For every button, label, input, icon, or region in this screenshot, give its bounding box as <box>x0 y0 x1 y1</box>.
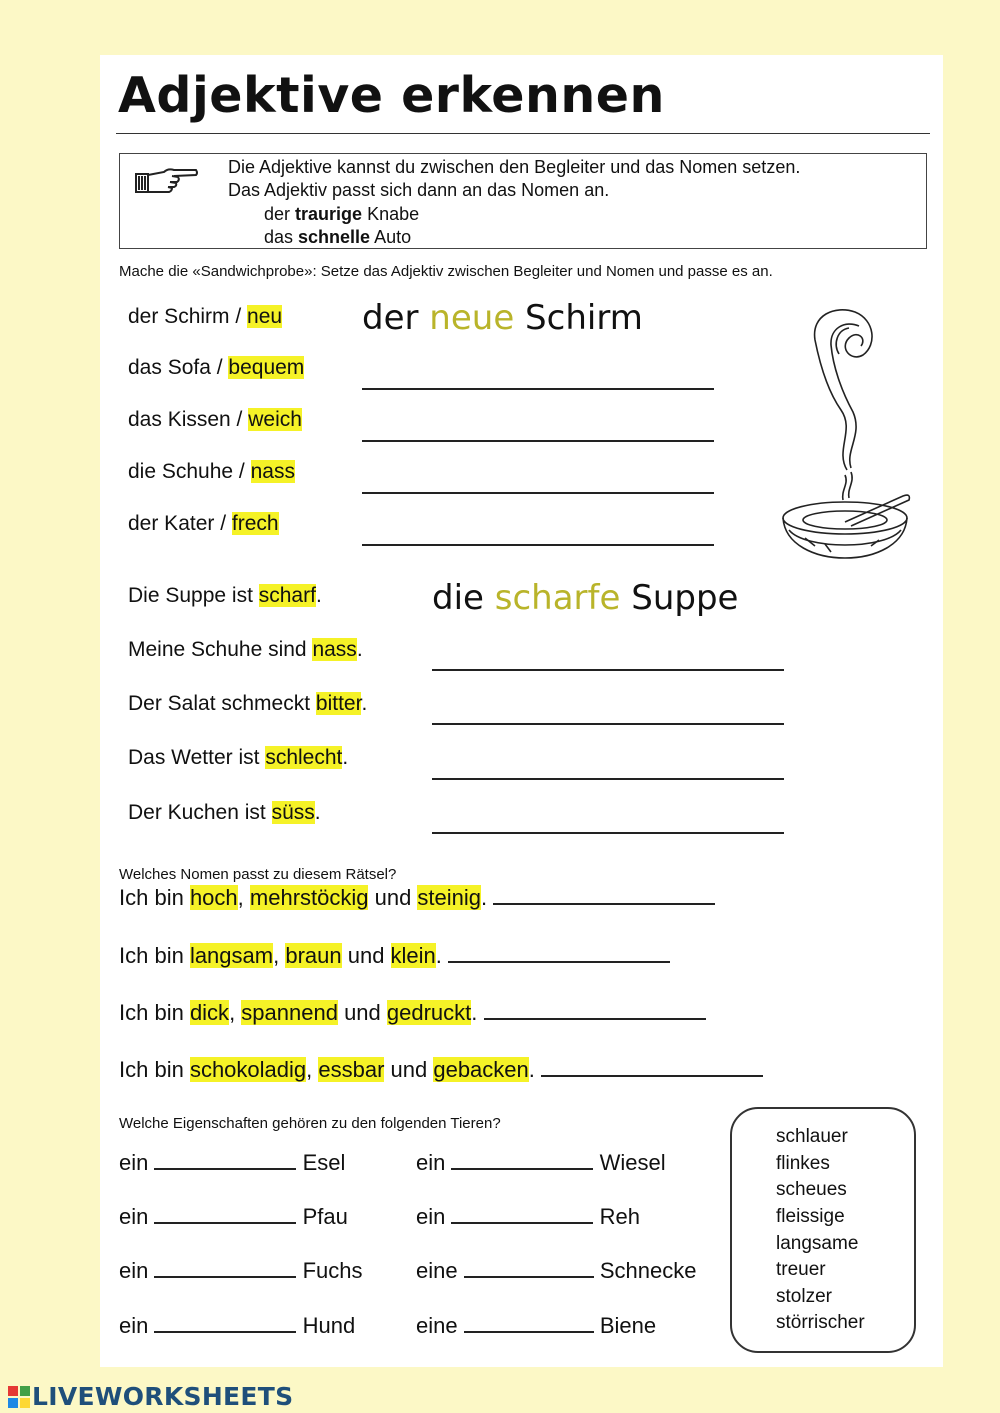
pointing-hand-icon <box>134 162 200 198</box>
answer-field[interactable] <box>154 1258 296 1278</box>
title-divider <box>116 133 930 134</box>
word-bank-item: scheues <box>776 1179 847 1200</box>
animal-item: ein Esel <box>119 1150 346 1175</box>
answer-field[interactable] <box>464 1258 594 1278</box>
example-answer: der neue Schirm <box>362 298 643 338</box>
answer-field[interactable] <box>432 832 784 834</box>
sandwich-item: der Kater / frech <box>128 512 279 535</box>
section4-instruction: Welche Eigenschaften gehören zu den folgenden Tieren? <box>119 1115 501 1132</box>
sandwich-item: die Schuhe / nass <box>128 460 295 483</box>
sentence-item: Das Wetter ist schlecht. <box>128 746 349 769</box>
answer-field[interactable] <box>362 440 714 442</box>
sentence-item: Der Salat schmeckt bitter. <box>128 692 368 715</box>
info-example-2: das schnelle Auto <box>264 227 412 247</box>
example-adjective: schnelle <box>298 227 371 247</box>
sandwich-item: der Schirm / neu <box>128 305 283 328</box>
example-adjective: traurige <box>295 204 363 224</box>
page-title: Adjektive erkennen <box>118 67 665 124</box>
word-bank-item: langsame <box>776 1233 859 1254</box>
animal-item: ein Wiesel <box>416 1150 666 1175</box>
answer-field[interactable] <box>432 669 784 671</box>
worksheet-page <box>100 55 943 1367</box>
info-line-1: Die Adjektive kannst du zwischen den Begleiter und das Nomen setzen. <box>228 157 801 177</box>
info-box <box>119 153 927 249</box>
animal-item: ein Pfau <box>119 1204 348 1229</box>
answer-field[interactable] <box>362 492 714 494</box>
animal-item: ein Hund <box>119 1313 356 1338</box>
sandwich-item: das Kissen / weich <box>128 408 302 431</box>
answer-field[interactable] <box>451 1150 593 1170</box>
riddle-item: Ich bin dick, spannend und gedruckt. <box>119 1000 706 1026</box>
answer-field[interactable] <box>464 1313 594 1333</box>
answer-field[interactable] <box>154 1150 296 1170</box>
word-bank-item: fleissige <box>776 1206 845 1227</box>
word-bank-item: treuer <box>776 1259 826 1280</box>
answer-field[interactable] <box>432 723 784 725</box>
liveworksheets-logo: LIVEWORKSHEETS <box>8 1382 293 1411</box>
sandwich-item: das Sofa / bequem <box>128 356 305 379</box>
answer-field[interactable] <box>541 1057 763 1077</box>
section1-instruction: Mache die «Sandwichprobe»: Setze das Adjektiv zwischen Begleiter und Nomen und passe es an. <box>119 263 773 280</box>
animal-item: ein Reh <box>416 1204 640 1229</box>
info-example-1: der traurige Knabe <box>264 204 420 224</box>
sentence-item: Meine Schuhe sind nass. <box>128 638 363 661</box>
word-bank-item: flinkes <box>776 1153 830 1174</box>
answer-field[interactable] <box>154 1204 296 1224</box>
word-bank <box>730 1107 916 1353</box>
answer-field[interactable] <box>493 885 715 905</box>
riddle-item: Ich bin hoch, mehrstöckig und steinig. <box>119 885 715 911</box>
section3-instruction: Welches Nomen passt zu diesem Rätsel? <box>119 866 397 883</box>
word-bank-item: stolzer <box>776 1286 832 1307</box>
answer-field[interactable] <box>362 388 714 390</box>
animal-item: eine Schnecke <box>416 1258 697 1283</box>
answer-field[interactable] <box>484 1000 706 1020</box>
answer-field[interactable] <box>451 1204 593 1224</box>
animal-item: eine Biene <box>416 1313 657 1338</box>
example-answer: die scharfe Suppe <box>432 578 739 618</box>
animal-item: ein Fuchs <box>119 1258 363 1283</box>
sentence-item: Die Suppe ist scharf. <box>128 584 322 607</box>
answer-field[interactable] <box>448 943 670 963</box>
answer-field[interactable] <box>432 778 784 780</box>
info-line-2: Das Adjektiv passt sich dann an das Nomen an. <box>228 180 610 200</box>
riddle-item: Ich bin langsam, braun und klein. <box>119 943 670 969</box>
word-bank-item: schlauer <box>776 1126 848 1147</box>
answer-field[interactable] <box>154 1313 296 1333</box>
liveworksheets-logo-icon <box>8 1386 30 1408</box>
riddle-item: Ich bin schokoladig, essbar und gebacken. <box>119 1057 763 1083</box>
steaming-soup-bowl-icon <box>775 300 925 560</box>
word-bank-item: störrischer <box>776 1312 865 1333</box>
sentence-item: Der Kuchen ist süss. <box>128 801 321 824</box>
answer-field[interactable] <box>362 544 714 546</box>
